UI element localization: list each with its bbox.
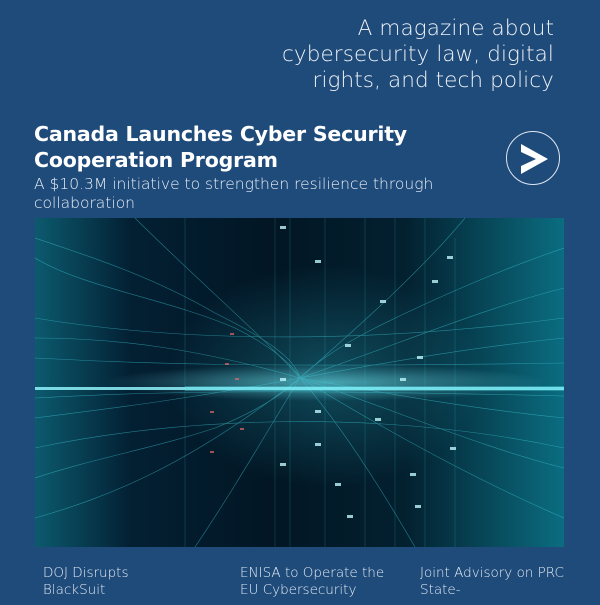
featured-image[interactable] (35, 218, 564, 547)
story-link[interactable]: DOJ Disrupts BlackSuit (43, 565, 129, 598)
story-link[interactable]: Joint Advisory on PRC State- (420, 565, 564, 598)
site-tagline: A magazine about cybersecurity law, digital rights, and tech policy (281, 16, 554, 93)
featured-headline[interactable]: Canada Launches Cyber Security Cooperation Program (34, 122, 407, 172)
featured-subheadline: A $10.3M initiative to strengthen resilience through collaboration (34, 175, 434, 212)
related-stories (0, 565, 600, 605)
next-slide-button[interactable] (506, 131, 560, 185)
story-link[interactable]: ENISA to Operate the EU Cybersecurity (240, 565, 385, 598)
network-lines-graphic (35, 218, 564, 547)
arrow-right-icon (519, 143, 549, 175)
